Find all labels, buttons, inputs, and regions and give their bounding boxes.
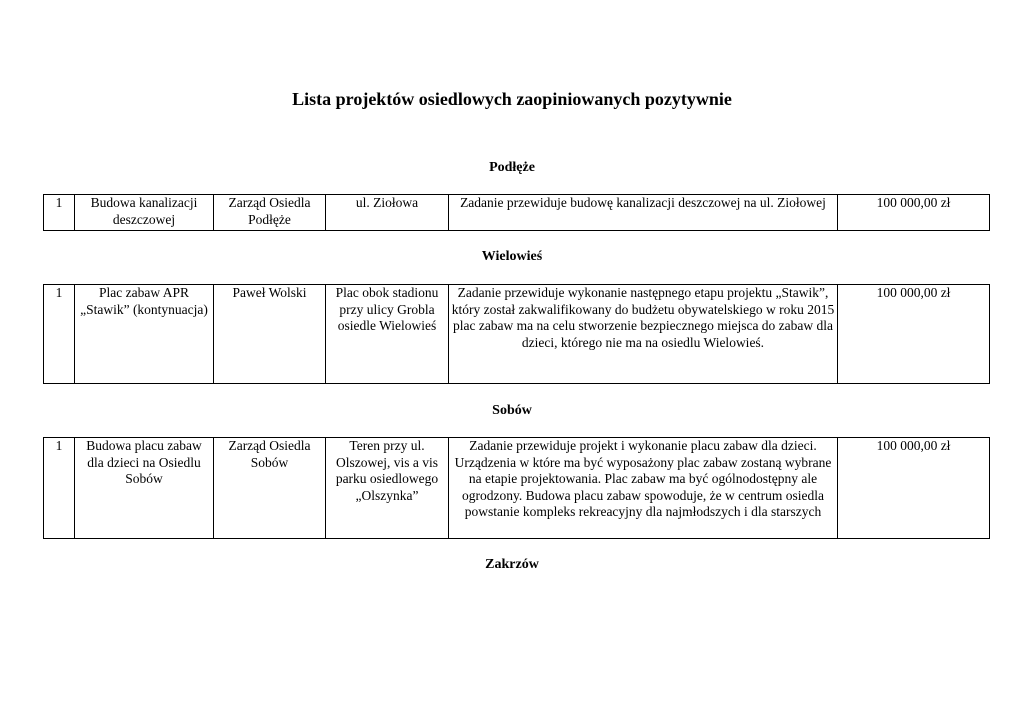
- project-author: Zarząd Osiedla Podłęże: [214, 195, 326, 231]
- project-table-podleze: [43, 194, 990, 231]
- project-number: 1: [44, 438, 75, 539]
- project-name: Budowa kanalizacji deszczowej: [75, 195, 214, 231]
- section-heading-sobow: Sobów: [492, 403, 532, 418]
- section-heading-wielowies: Wielowieś: [481, 249, 543, 264]
- project-name: Budowa placu zabaw dla dzieci na Osiedlu Sobów: [75, 438, 214, 539]
- project-location: Plac obok stadionu przy ulicy Grobla osiedle Wielowieś: [326, 285, 449, 384]
- table-row: [44, 438, 990, 539]
- project-location: ul. Ziołowa: [326, 195, 449, 231]
- project-description: Zadanie przewiduje projekt i wykonanie placu zabaw dla dzieci. Urządzenia w które ma być wyposażony plac zabaw zostaną wybrane na etapie projektowania. Plac zabaw ma być ogólnodostępny ale ogrodzony. Budowa placu zabaw spowoduje, że w centrum osiedla powstanie kompleks rekreacyjny dla najmłodszych i dla starszych: [449, 438, 838, 539]
- project-cost: 100 000,00 zł: [838, 438, 990, 539]
- project-number: 1: [44, 285, 75, 384]
- table-row: [44, 195, 990, 231]
- project-cost: 100 000,00 zł: [838, 285, 990, 384]
- project-table-sobow: [43, 437, 990, 539]
- project-table-wielowies: [43, 284, 990, 384]
- project-cost: 100 000,00 zł: [838, 195, 990, 231]
- section-heading-zakrzow: Zakrzów: [485, 557, 539, 572]
- section-heading-podleze: Podłęże: [489, 160, 535, 175]
- project-author: Zarząd Osiedla Sobów: [214, 438, 326, 539]
- project-author: Paweł Wolski: [214, 285, 326, 384]
- project-description: Zadanie przewiduje wykonanie następnego etapu projektu „Stawik”, który został zakwalifikowany do budżetu obywatelskiego w roku 2015 plac zabaw ma na celu stworzenie bezpiecznego miejsca do zabaw dla dzieci, którego nie ma na osiedlu Wielowieś.: [449, 285, 838, 384]
- page-title: Lista projektów osiedlowych zaopiniowanych pozytywnie: [292, 89, 732, 109]
- project-location: Teren przy ul. Olszowej, vis a vis parku osiedlowego „Olszynka”: [326, 438, 449, 539]
- table-row: [44, 285, 990, 384]
- project-number: 1: [44, 195, 75, 231]
- project-name: Plac zabaw APR „Stawik” (kontynuacja): [75, 285, 214, 384]
- project-description: Zadanie przewiduje budowę kanalizacji deszczowej na ul. Ziołowej: [449, 195, 838, 231]
